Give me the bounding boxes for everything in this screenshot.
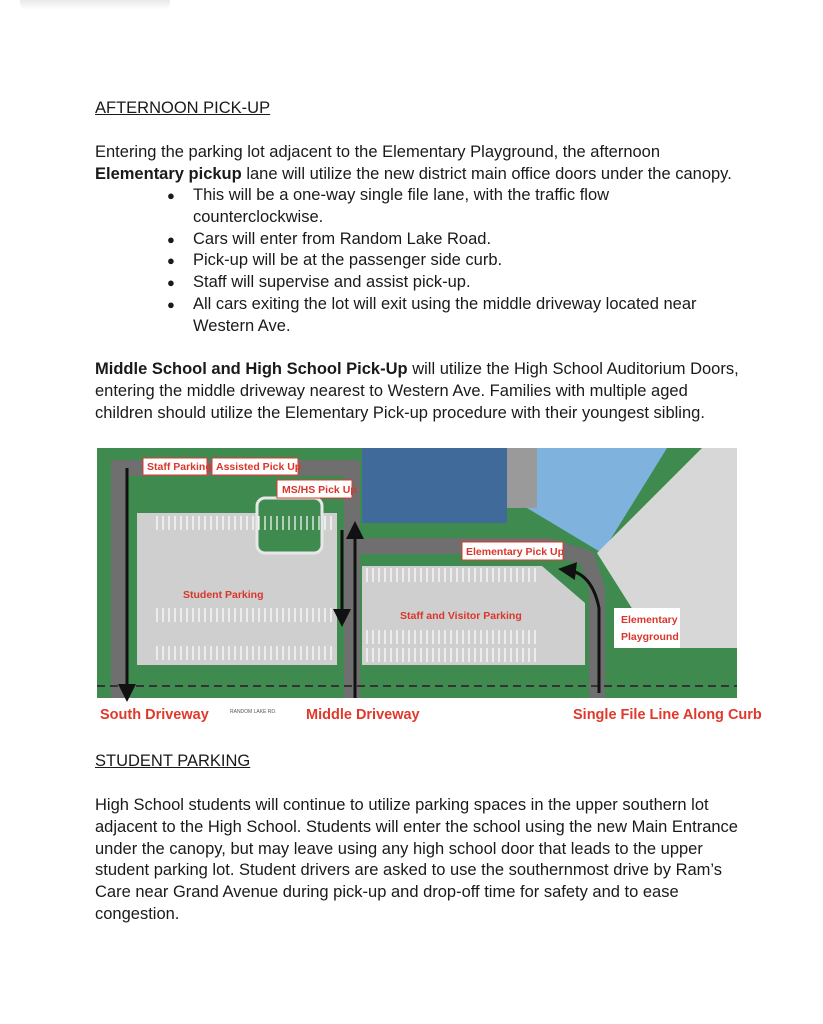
intro-bold-text: Elementary pickup (95, 164, 242, 183)
label-student-parking-text: Student Parking (183, 589, 264, 601)
label-assisted-pickup (212, 458, 301, 475)
label-middle-driveway: Middle Driveway (306, 707, 420, 723)
mshs-pickup-paragraph (95, 359, 740, 424)
bullet-one-way: ● This will be a one-way single file lane, with the traffic flow counterclockwise. (95, 185, 740, 229)
label-south-driveway: South Driveway (100, 707, 209, 723)
label-mshs-pickup (277, 480, 357, 498)
student-parking-paragraph: High School students will continue to utilize parking spaces in the upper southern lot adjacent to the High School. Students will enter the school using the new Main Entrance under the canopy, but may leave using any high school door that leads to the upper student parking lot. Student drivers are asked to use the southernmost drive by Ram’s Care near Grand Avenue during pick-up and drop-off time for safety and to ease congestion. (95, 796, 738, 923)
pickup-bullet-list (95, 185, 740, 338)
label-elementary-playground (614, 608, 680, 648)
scan-edge-shadow (20, 0, 170, 10)
label-single-file-line: Single File Line Along Curb (573, 707, 762, 723)
bullet-enter-road: ● Cars will enter from Random Lake Road. (95, 229, 740, 251)
label-elementary-pickup-text: Elementary Pick Up (466, 546, 565, 558)
label-mshs-pickup-text: MS/HS Pick Up (282, 484, 357, 496)
pickup-site-map (97, 448, 762, 725)
label-staff-visitor-parking-text: Staff and Visitor Parking (400, 610, 522, 622)
mshs-bold-text: Middle School and High School Pick-Up (95, 360, 408, 378)
afternoon-pickup-heading: AFTERNOON PICK-UP (95, 99, 271, 117)
mshs-rest-text: will utilize the High School Auditorium Doors, entering the middle driveway nearest to Western Ave. Families with multiple aged children should utilize the Elementary Pick-up procedure with their youngest sibling. (95, 360, 739, 422)
pickup-bullet-list-wrapper (95, 185, 740, 338)
label-student-parking (179, 585, 264, 603)
bullet-passenger-curb: ● Pick-up will be at the passenger side curb. (95, 250, 740, 272)
intro-text: Entering the parking lot adjacent to the Elementary Playground, the afternoon (95, 143, 661, 161)
bullet-staff-supervise: ● Staff will supervise and assist pick-up. (95, 272, 740, 294)
bullet-exit-middle: ● All cars exiting the lot will exit using the middle driveway located near Western Ave. (95, 294, 740, 338)
label-playground-line2: Playground (621, 631, 679, 643)
label-assisted-pickup-text: Assisted Pick Up (216, 461, 302, 473)
label-playground-line1: Elementary (621, 614, 678, 626)
intro-rest-text: lane will utilize the new district main office doors under the canopy. (241, 164, 732, 183)
label-staff-parking-text: Staff Parking (147, 461, 212, 473)
afternoon-intro-paragraph (95, 142, 740, 186)
student-parking-heading: STUDENT PARKING (95, 752, 251, 770)
map-main-building (362, 448, 507, 523)
label-staff-visitor-parking (396, 606, 522, 624)
label-staff-parking (143, 458, 212, 475)
label-random-lake-rd: RANDOM LAKE RD. (230, 709, 277, 715)
map-building-ne (507, 448, 537, 508)
label-elementary-pickup (462, 542, 564, 560)
